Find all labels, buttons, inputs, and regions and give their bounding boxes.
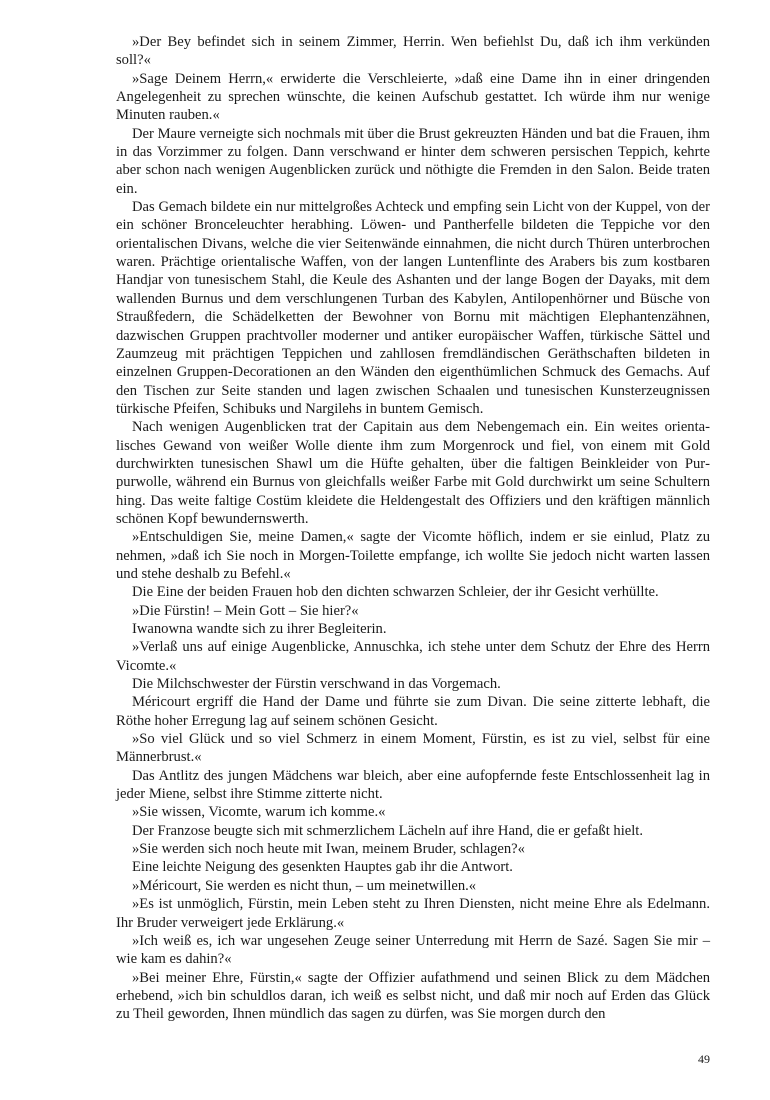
paragraph: Eine leichte Neigung des gesenkten Hauptes gab ihr die Antwort. xyxy=(132,859,513,876)
paragraph: »Verlaß uns auf einige Augenblicke, Annuschka, ich stehe unter dem Schutz der Ehre des Herrn Vicomte.« xyxy=(116,639,710,674)
paragraph: »Die Fürstin! – Mein Gott – Sie hier?« xyxy=(132,602,359,619)
paragraph: Nach wenigen Augenblicken trat der Capitain aus dem Nebengemach ein. Ein weites orientalisches Gewand von weißer Wolle diente ihm zum Morgenrock und fiel, von einem mit Gold durchwirkten tunesischen Shawl um die Hüfte gehalten, über die faltigen Beinkleider von Purpurwolle, während ein Burnus von gleichfalls weißer Farbe mit Gold durchwirkt um seine Schultern hing. Das weite faltige Costüm kleidete die Heldengestalt des Offiziers und den kräftigen männlich schönen Kopf bewundernswerth. xyxy=(116,419,710,527)
page-number: 49 xyxy=(698,1052,710,1066)
paragraph: »Sie werden sich noch heute mit Iwan, meinem Bruder, schlagen?« xyxy=(132,841,525,858)
paragraph: Die Milchschwester der Fürstin verschwand in das Vorgemach. xyxy=(132,676,501,693)
paragraph: Der Maure verneigte sich nochmals mit über die Brust gekreuzten Händen und bat die Frauen, ihm in das Vorzimmer zu folgen. Dann verschwand er hinter dem schweren persischen Teppich, kehrte aber schon nach wenigen Augenblicken zurück und nöthigte die Fremden in den Salon. Beide traten ein. xyxy=(116,125,710,197)
paragraph: Das Gemach bildete ein nur mittelgroßes Achteck und empfing sein Licht von der Kuppel, von der ein schöner Bronceleuchter herabhing. Löwen- und Pantherfelle bildeten die Teppiche vor den orientalischen Divans, welche die vier Seitenwände einnahmen, die nicht durch Thüren unterbrochen waren. Prächtige orientalische Waffen, von der langen Luntenflinte des Arabers bis zum kostbaren Handjar von tunesischem Stahl, die Keule des Ashanten und der lange Bogen der Dayaks, mit dem wallenden Burnus und dem verschlungenen Turban des Kabylen, Antilopenhörner und Büsche von Straußfedern, die Schädelketten der Bewohner von Bornu mit mächtigen Elephantenzähnen, dazwischen Gruppen prachtvoller moderner und antiker europäischer Waffen, türkische Sättel und Zaumzeug mit prächtigen Teppichen und zahllosen fremdländischen Geräthschaften bildeten in einzelnen Gruppen-Decorationen an den Wänden den eigenthümlichen Schmuck des Gemachs. Auf den Tischen zur Seite standen und lagen zwischen Schaalen und tunesischen Kunsterzeugnissen türkische Pfeifen, Schibuks und Nargilehs in buntem Gemisch. xyxy=(116,199,710,417)
paragraph: »Bei meiner Ehre, Fürstin,« sagte der Offizier aufathmend und seinen Blick zu dem Mädchen erhebend, »ich bin schuldlos daran, ich weiß es selbst nicht, und daß mir noch auf Erden das Glück zu Theil geworden, Ihnen mündlich das sagen zu dürfen, was Sie morgen durch den xyxy=(116,969,710,1023)
paragraph: »Entschuldigen Sie, meine Damen,« sagte der Vicomte höflich, indem er sie einlud, Platz zu nehmen, »daß ich Sie noch in Morgen-Toilette empfange, ich wollte Sie jedoch nicht warten lassen und stehe deshalb zu Befehl.« xyxy=(116,529,710,582)
paragraph: Die Eine der beiden Frauen hob den dichten schwarzen Schleier, der ihr Gesicht verhüllte. xyxy=(132,584,659,601)
paragraph: Méricourt ergriff die Hand der Dame und führte sie zum Divan. Die seine zitterte lebhaft, die Röthe hoher Erregung lag auf seinem schönen Gesicht. xyxy=(116,694,710,729)
paragraph: »Es ist unmöglich, Fürstin, mein Leben steht zu Ihren Diensten, nicht meine Ehre als Edelmann. Ihr Bruder verweigert jede Erklärung.« xyxy=(116,896,710,931)
paragraph: »Méricourt, Sie werden es nicht thun, – um meinetwillen.« xyxy=(132,877,477,894)
paragraph: »Ich weiß es, ich war ungesehen Zeuge seiner Unterredung mit Herrn de Sazé. Sagen Sie mir – wie kam es dahin?« xyxy=(116,932,710,968)
paragraph: Das Antlitz des jungen Mädchens war bleich, aber eine aufopfernde feste Entschlossenheit lag in jeder Miene, selbst ihre Stimme zitterte nicht. xyxy=(116,767,710,803)
paragraph: »Sage Deinem Herrn,« erwiderte die Verschleierte, »daß eine Dame ihn in einer dringenden Angelegenheit zu sprechen wünschte, die keinen Aufschub gestattet. Ich würde ihm nur wenige Minuten rauben.« xyxy=(116,70,710,124)
page-text xyxy=(116,33,710,1024)
paragraph: Iwanowna wandte sich zu ihrer Begleiterin. xyxy=(132,621,387,637)
paragraph: »Der Bey befindet sich in seinem Zimmer, Herrin. Wen befiehlst Du, daß ich ihm verkünden soll?« xyxy=(116,34,710,69)
paragraph: »Sie wissen, Vicomte, warum ich komme.« xyxy=(132,804,386,821)
paragraph: Der Franzose beugte sich mit schmerzlichem Lächeln auf ihre Hand, die er gefaßt hielt. xyxy=(132,822,643,839)
paragraph: »So viel Glück und so viel Schmerz in einem Moment, Fürstin, es ist zu viel, selbst für eine Männerbrust.« xyxy=(116,731,710,766)
